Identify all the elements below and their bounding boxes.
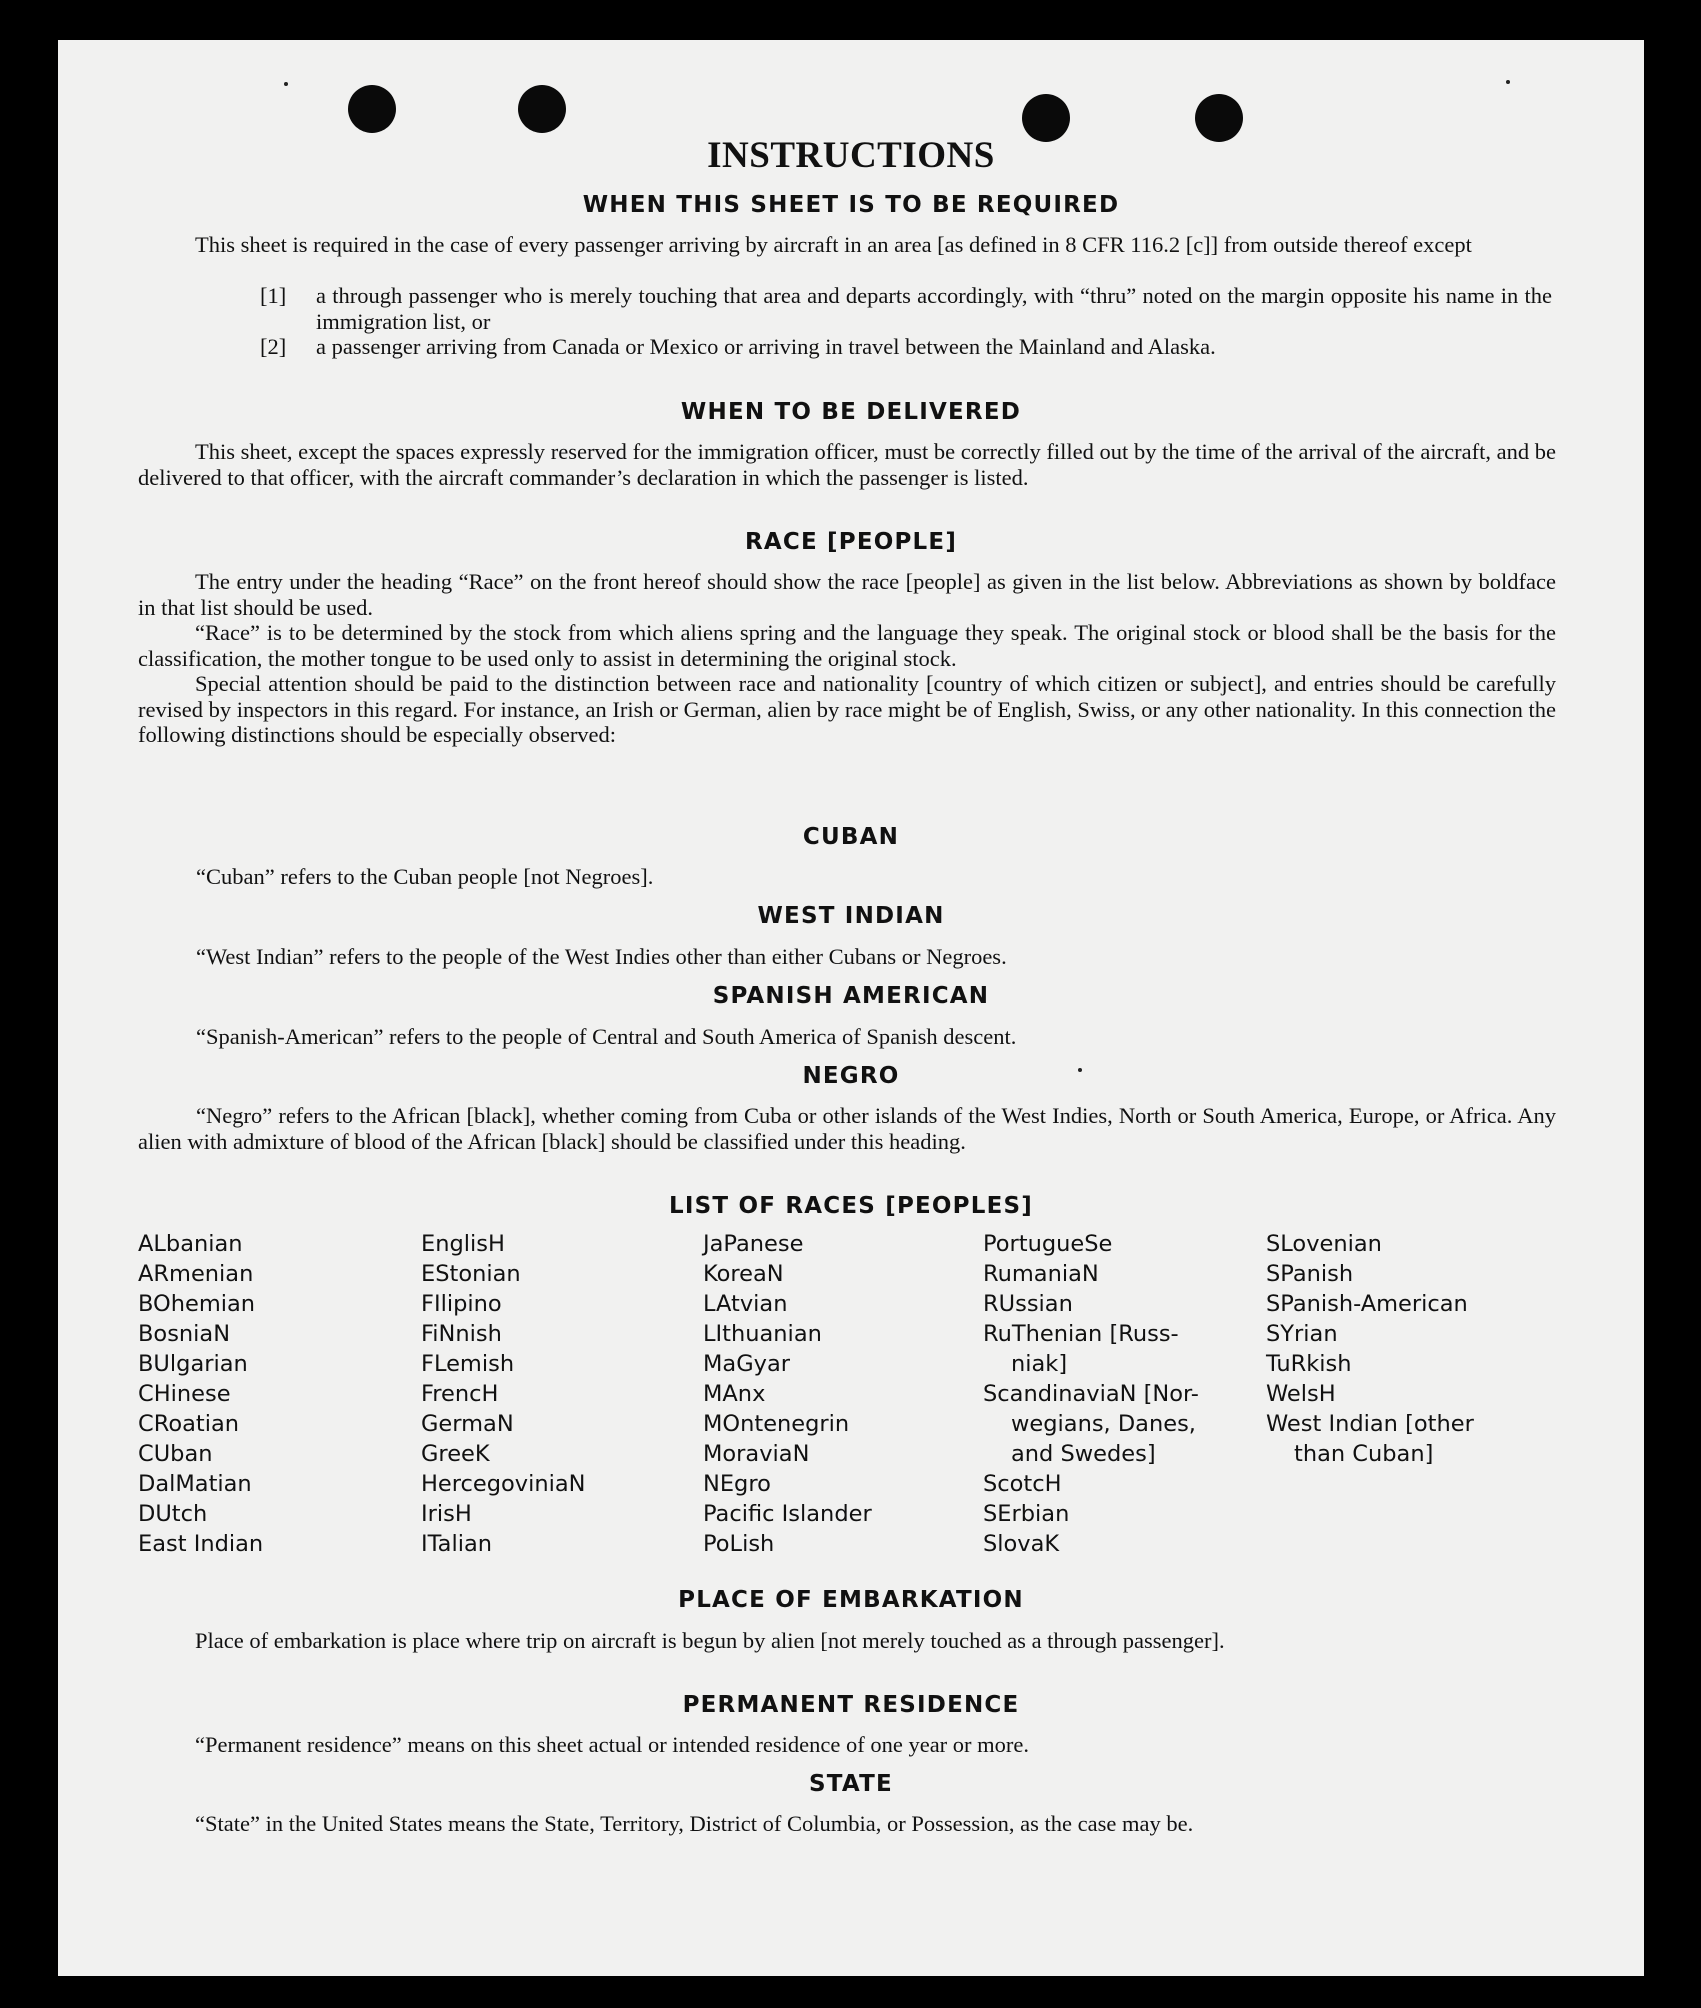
race-text: The entry under the heading “Race” on the front hereof should show the race [people] as given in the list below. Abbreviations as shown by boldface in that list should be used. “Race” is to be determined by the stock from which aliens spring and the language they speak. The original stock or blood shall be the basis for the classification, the mother tongue to be used only to assist in determining the original stock. Special attention should be paid to the distinction between race and nationality [country of which citizen or subject], and entries should be carefully revised by inspectors in this regard. For instance, an Irish or German, alien by race might be of English, Swiss, or any other nationality. In this connection the following distinctions should be especially observed: (138, 569, 1556, 747)
embarkation-text: Place of embarkation is place where trip on aircraft is begun by alien [not merely touched as a through passenger]. (195, 1628, 1225, 1653)
race-list-item: IrisH (421, 1501, 472, 1527)
race-list-item: PortugueSe (983, 1231, 1113, 1257)
race-list-item: Pacific Islander (703, 1501, 872, 1527)
race-list-item: MOntenegrin (703, 1411, 850, 1437)
race-list-item: East Indian (138, 1531, 264, 1557)
race-list-item: JaPanese (703, 1231, 804, 1257)
race-list-item: MoraviaN (703, 1441, 810, 1467)
race-list-item: PoLish (703, 1531, 775, 1557)
heading-list: LIST OF RACES [PEOPLES] (669, 1193, 1033, 1219)
punch-hole (518, 85, 566, 133)
race-list-item: EStonian (421, 1261, 521, 1287)
race-list-item: RumaniaN (983, 1261, 1099, 1287)
speck (1506, 80, 1510, 84)
west-indian-text: “West Indian” refers to the people of the West Indies other than either Cubans or Negroes. (196, 944, 1007, 969)
heading-required: WHEN THIS SHEET IS TO BE REQUIRED (582, 192, 1120, 218)
race-list-column-2 (421, 1229, 585, 1559)
required-item-1: [1] a through passenger who is merely touching that area and departs accordingly, with “thru” noted on the margin opposite his name in the immigration list, or (260, 283, 1552, 334)
race-list-item: BOhemian (138, 1291, 256, 1317)
race-list-item: NEgro (703, 1471, 771, 1497)
race-list-item: EnglisH (421, 1231, 505, 1257)
race-list-item: RuThenian [Russ- (983, 1321, 1179, 1347)
heading-embarkation: PLACE OF EMBARKATION (678, 1587, 1024, 1613)
race-list-item: MAnx (703, 1381, 766, 1407)
race-list-item: CHinese (138, 1381, 231, 1407)
race-list-item: FIlipino (421, 1291, 502, 1317)
race-list-item: ITalian (421, 1531, 492, 1557)
required-intro: This sheet is required in the case of every passenger arriving by aircraft in an area [as defined in 8 CFR 116.2 [c]] from outside thereof except (195, 232, 1472, 257)
race-list-column-3 (703, 1229, 872, 1559)
race-list-item: HercegoviniaN (421, 1471, 586, 1497)
race-list-item: RUssian (983, 1291, 1073, 1317)
heading-cuban: CUBAN (802, 824, 900, 850)
heading-negro: NEGRO (802, 1063, 900, 1089)
race-list-item: ALbanian (138, 1231, 243, 1257)
cuban-text: “Cuban” refers to the Cuban people [not Negroes]. (196, 864, 654, 889)
race-list-item: TuRkish (1266, 1351, 1352, 1377)
race-list-item: SLovenian (1266, 1231, 1382, 1257)
race-list-item: LIthuanian (703, 1321, 822, 1347)
race-list-column-5 (1266, 1229, 1474, 1469)
punch-hole (348, 85, 396, 133)
race-list-item: and Swedes] (1011, 1441, 1156, 1467)
race-list-item: SPanish-American (1266, 1291, 1468, 1317)
delivered-text: This sheet, except the spaces expressly reserved for the immigration officer, must be correctly filled out by the time of the arrival of the aircraft, and be delivered to that officer, with the aircraft commander’s declaration in which the passenger is listed. (138, 439, 1556, 490)
race-list-item: DalMatian (138, 1471, 252, 1497)
race-list-item: SErbian (983, 1501, 1070, 1527)
race-list-item: GreeK (421, 1441, 490, 1467)
race-list-item: MaGyar (703, 1351, 790, 1377)
race-list-item: SPanish (1266, 1261, 1354, 1287)
heading-state: STATE (809, 1771, 893, 1797)
race-list-item: BUlgarian (138, 1351, 248, 1377)
race-list-item: niak] (1011, 1351, 1068, 1377)
race-list-item: CUban (138, 1441, 213, 1467)
race-list-item: BosniaN (138, 1321, 231, 1347)
negro-text: “Negro” refers to the African [black], whether coming from Cuba or other islands of the West Indies, North or South America, Europe, or Africa. Any alien with admixture of blood of the African [black] should be classified under this heading. (138, 1103, 1556, 1154)
race-list-item: LAtvian (703, 1291, 788, 1317)
race-list-item: ScotcH (983, 1471, 1062, 1497)
race-list-item: ScandinaviaN [Nor- (983, 1381, 1199, 1407)
race-list-item: ARmenian (138, 1261, 254, 1287)
race-list-item: DUtch (138, 1501, 208, 1527)
race-list-item: CRoatian (138, 1411, 240, 1437)
race-list-column-4 (983, 1229, 1199, 1559)
required-item-2: [2] a passenger arriving from Canada or Mexico or arriving in travel between the Mainland and Alaska. (260, 334, 1216, 359)
heading-race: RACE [PEOPLE] (744, 529, 958, 555)
heading-residence: PERMANENT RESIDENCE (682, 1692, 1020, 1718)
race-list-item: FrencH (421, 1381, 499, 1407)
heading-spanish-american: SPANISH AMERICAN (712, 983, 990, 1009)
page-title: INSTRUCTIONS (707, 135, 995, 176)
race-list-item: FiNnish (421, 1321, 502, 1347)
race-list-item: SYrian (1266, 1321, 1338, 1347)
document-page (58, 40, 1644, 1976)
race-list-item: FLemish (421, 1351, 515, 1377)
race-list-item: wegians, Danes, (1011, 1411, 1196, 1437)
spanish-american-text: “Spanish-American” refers to the people of Central and South America of Spanish descent. (196, 1024, 1017, 1049)
race-list-column-1 (138, 1229, 263, 1559)
race-list-item: GermaN (421, 1411, 514, 1437)
race-list-item: West Indian [other (1266, 1411, 1474, 1437)
race-list-item: SlovaK (983, 1531, 1060, 1557)
race-list-item: KoreaN (703, 1261, 784, 1287)
speck (284, 82, 288, 86)
race-list-item: WelsH (1266, 1381, 1336, 1407)
heading-west-indian: WEST INDIAN (757, 903, 945, 929)
state-text: “State” in the United States means the State, Territory, District of Columbia, or Possession, as the case may be. (195, 1811, 1194, 1836)
residence-text: “Permanent residence” means on this sheet actual or intended residence of one year or more. (195, 1732, 1030, 1757)
heading-delivered: WHEN TO BE DELIVERED (680, 399, 1022, 425)
race-list-item: than Cuban] (1294, 1441, 1434, 1467)
